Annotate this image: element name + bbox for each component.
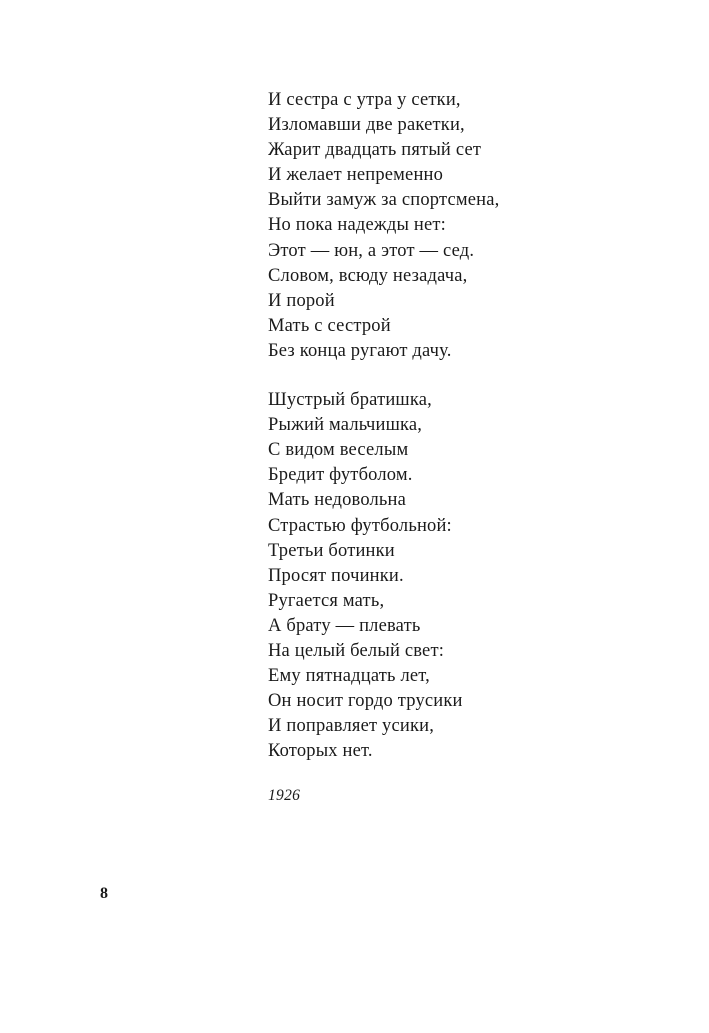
verse-line: На целый белый свет: [268,640,445,661]
verse-line: Без конца ругают дачу. [268,340,452,361]
poem-stanza-2 [268,388,668,764]
verse-line: Третьи ботинки [268,540,395,561]
verse-line: Шустрый братишка, [268,390,432,411]
verse-line: Ему пятнадцать лет, [268,666,430,687]
poem-year: 1926 [268,787,301,805]
verse-line: Страстью футбольной: [268,515,452,536]
verse-line: И сестра с утра у сетки, [268,90,461,110]
verse-line: И поправляет усики, [268,716,435,737]
verse-line: Мать недовольна [268,490,407,511]
verse-line: И порой [268,290,335,311]
verse-line: Этот — юн, а этот — сед. [268,240,475,261]
poem-body [268,88,668,806]
verse-line: А брату — плевать [268,615,421,636]
verse-line: Словом, всюду незадача, [268,265,468,286]
verse-line: Бредит футболом. [268,465,413,486]
poem-stanza-1 [268,88,668,364]
verse-line: С видом веселым [268,440,409,461]
verse-line: Которых нет. [268,741,373,762]
verse-line: Выйти замуж за спортсмена, [268,190,500,211]
verse-line: Мать с сестрой [268,315,391,336]
verse-line: Он носит гордо трусики [268,691,463,712]
verse-line: Просят починки. [268,565,404,586]
page-number: 8 [100,885,109,902]
verse-line: Рыжий мальчишка, [268,415,423,436]
verse-line: Ругается мать, [268,590,385,611]
verse-line: Изломавши две ракетки, [268,115,465,136]
verse-line: Но пока надежды нет: [268,215,446,236]
verse-line: Жарит двадцать пятый сет [268,140,482,161]
verse-line: И желает непременно [268,165,444,186]
